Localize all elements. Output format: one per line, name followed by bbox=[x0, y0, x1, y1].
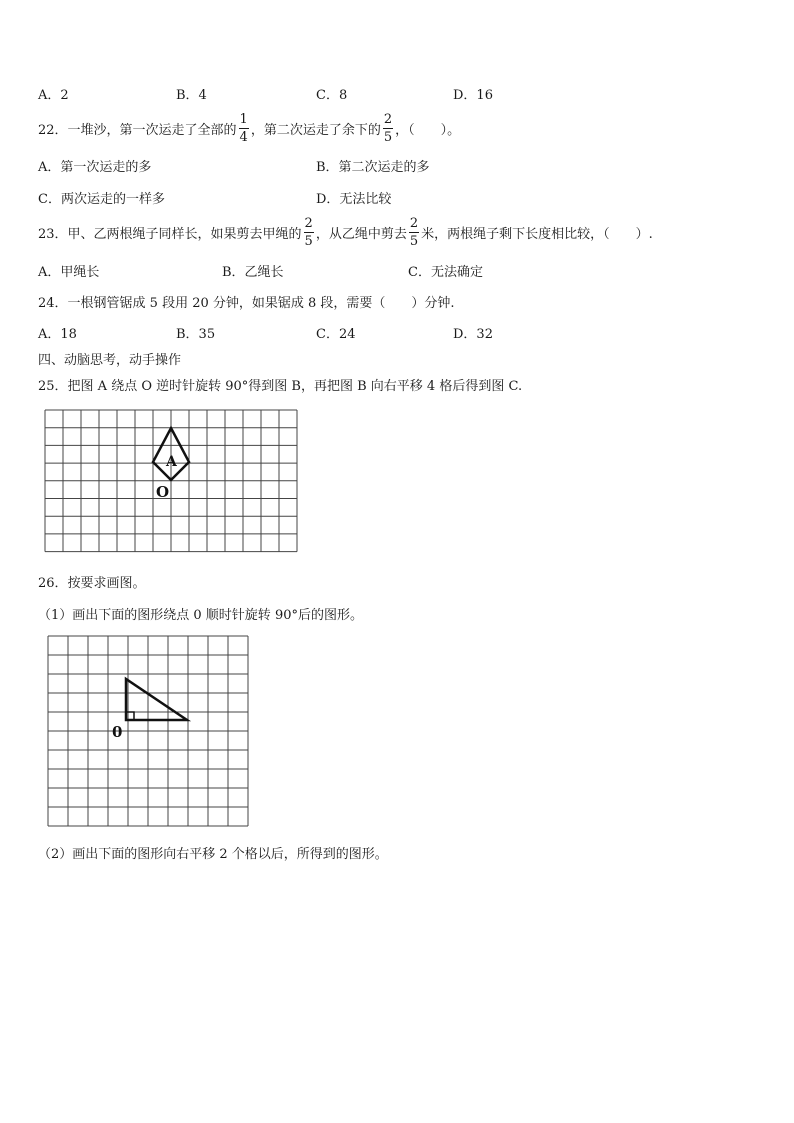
q23-option-b: B．乙绳长 bbox=[222, 265, 284, 280]
q25-point-o-label: O bbox=[156, 483, 170, 501]
q25-grid-figure bbox=[44, 408, 300, 556]
q26-grid-figure bbox=[46, 634, 250, 830]
q23-stem-text-a: 23．甲、乙两根绳子同样长，如果剪去甲绳的 bbox=[38, 226, 302, 242]
q22-fraction-2-denominator: 5 bbox=[383, 129, 393, 145]
q22-option-b: B．第二次运走的多 bbox=[316, 160, 430, 175]
q21-option-b: B．4 bbox=[176, 88, 207, 103]
q22-fraction-2 bbox=[383, 113, 393, 144]
q22-stem-text-b: ，第二次运走了余下的 bbox=[250, 122, 381, 138]
q23-fraction-2 bbox=[409, 217, 419, 248]
q24-option-d: D．32 bbox=[453, 327, 493, 342]
q23-option-c: C．无法确定 bbox=[408, 265, 483, 280]
q22-option-a: A．第一次运走的多 bbox=[38, 160, 152, 175]
q22-fraction-1 bbox=[239, 113, 249, 144]
q22-option-d: D．无法比较 bbox=[316, 192, 392, 207]
q22-option-c: C．两次运走的一样多 bbox=[38, 192, 165, 207]
q21-option-c: C．8 bbox=[316, 88, 348, 103]
q23-stem bbox=[38, 212, 653, 252]
q21-option-a: A．2 bbox=[38, 88, 69, 103]
q25-shape-a-label: A bbox=[166, 454, 177, 470]
q24-stem: 24．一根钢管锯成 5 段用 20 分钟，如果锯成 8 段，需要（ ）分钟. bbox=[38, 296, 455, 311]
q24-option-b: B．35 bbox=[176, 327, 216, 342]
q24-option-a: A．18 bbox=[38, 327, 77, 342]
q22-fraction-2-numerator: 2 bbox=[383, 111, 393, 127]
q26-part2: （2）画出下面的图形向右平移 2 个格以后，所得到的图形。 bbox=[38, 847, 388, 862]
q22-stem-text-c: ，（ ）。 bbox=[395, 122, 461, 138]
q21-option-d: D．16 bbox=[453, 88, 493, 103]
q23-fraction-1-numerator: 2 bbox=[304, 215, 313, 231]
q23-fraction-2-denominator: 5 bbox=[409, 233, 419, 249]
q22-fraction-1-numerator: 1 bbox=[239, 111, 248, 127]
q25-stem: 25．把图 A 绕点 O 逆时针旋转 90°得到图 B，再把图 B 向右平移 4 格后得到图 C. bbox=[38, 379, 523, 394]
q26-part1: （1）画出下面的图形绕点 0 顺时针旋转 90°后的图形。 bbox=[38, 608, 363, 623]
q26-point-o-label: 0 bbox=[112, 723, 123, 741]
q23-stem-text-c: 米，两根绳子剩下长度相比较，（ ）. bbox=[421, 226, 653, 242]
q24-option-c: C．24 bbox=[316, 327, 356, 342]
q22-stem-text-a: 22．一堆沙，第一次运走了全部的 bbox=[38, 122, 237, 138]
q23-option-a: A．甲绳长 bbox=[38, 265, 100, 280]
q23-fraction-1-denominator: 5 bbox=[304, 233, 313, 249]
q26-right-triangle bbox=[126, 679, 187, 720]
q22-fraction-1-denominator: 4 bbox=[239, 129, 248, 145]
q23-stem-text-b: ，从乙绳中剪去 bbox=[315, 226, 407, 242]
q23-fraction-1 bbox=[304, 217, 314, 248]
q23-fraction-2-numerator: 2 bbox=[409, 215, 419, 231]
q26-stem: 26．按要求画图。 bbox=[38, 576, 146, 591]
q26-grid bbox=[48, 636, 248, 826]
q22-stem bbox=[38, 108, 460, 148]
section-4-title: 四、动脑思考，动手操作 bbox=[38, 353, 182, 368]
